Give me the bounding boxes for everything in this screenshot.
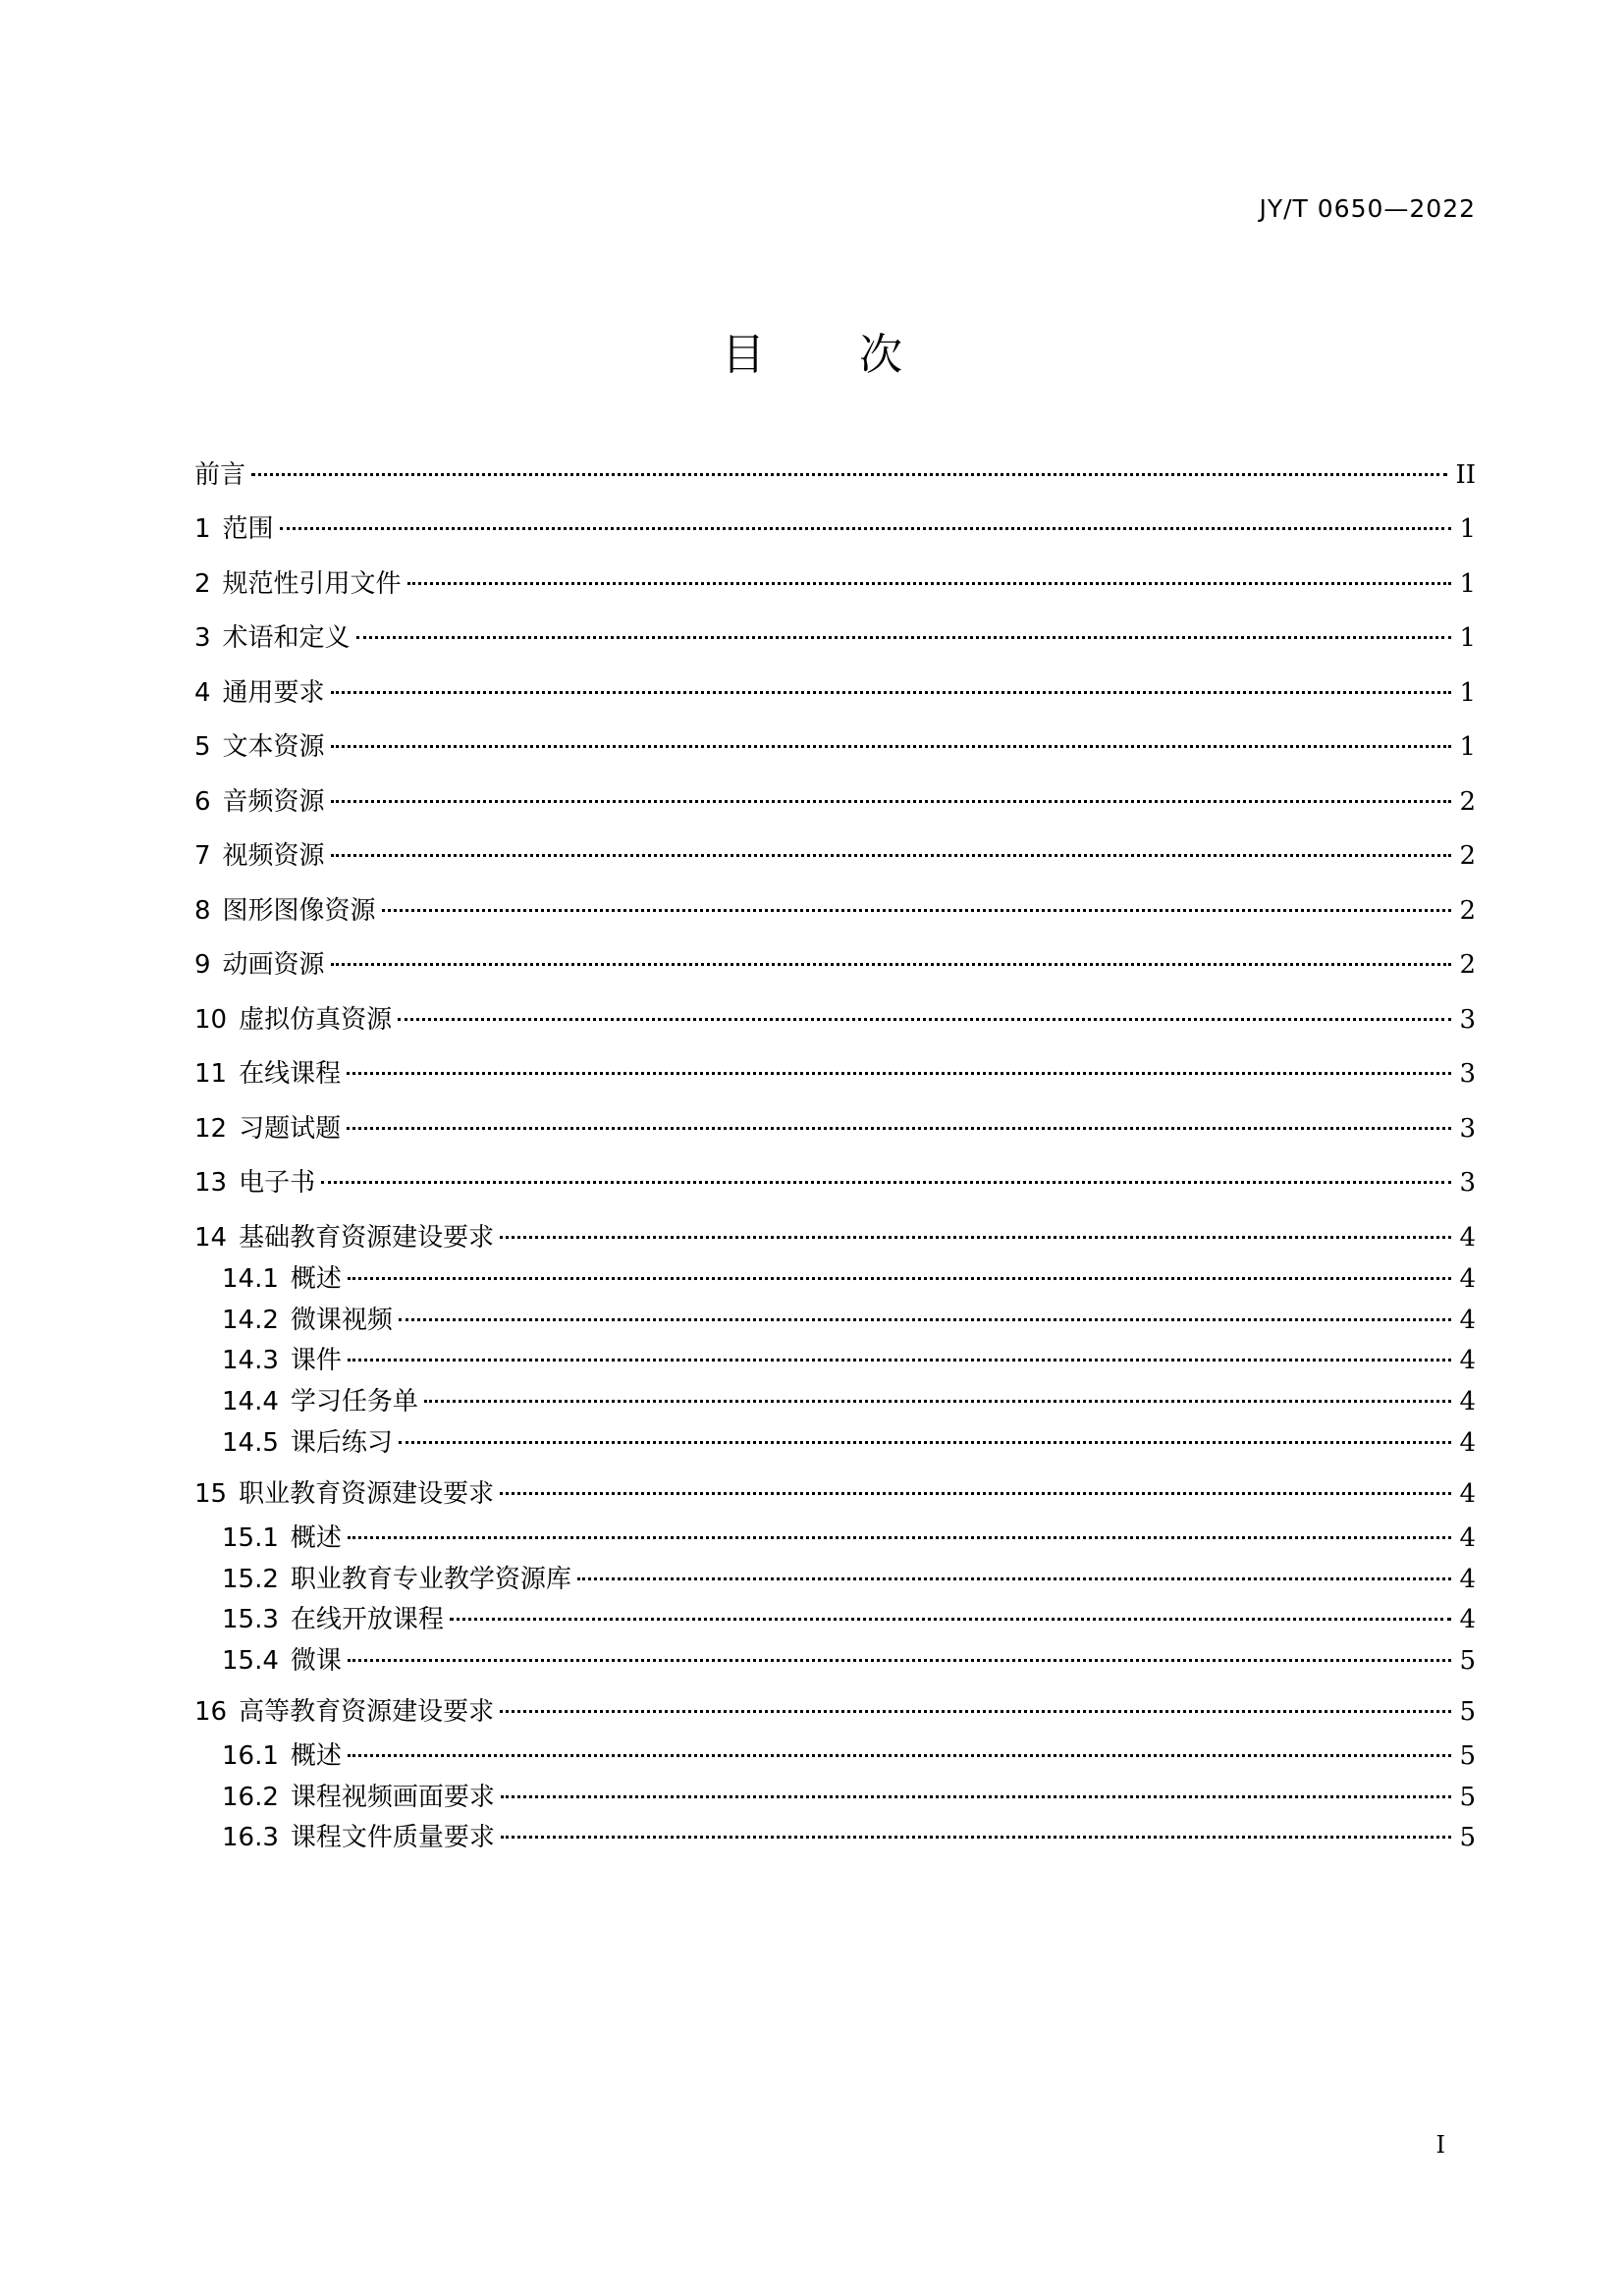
- toc-entry-number: 6: [194, 787, 211, 817]
- toc-entry-page: 2: [1459, 950, 1476, 980]
- toc-entry-page: 4: [1459, 1605, 1476, 1634]
- toc-leader-dots: [348, 1335, 1452, 1368]
- toc-entry[interactable]: [222, 1812, 1476, 1852]
- toc-entry[interactable]: [194, 1048, 1476, 1089]
- toc-entry-number: 14.4: [222, 1387, 279, 1416]
- toc-entry-page: 4: [1459, 1565, 1476, 1594]
- toc-entry-number: 15.2: [222, 1565, 279, 1594]
- toc-entry[interactable]: [194, 1468, 1476, 1509]
- page-title: 目次: [722, 330, 997, 380]
- toc-entry[interactable]: [194, 1157, 1476, 1198]
- toc-entry-number: 16.1: [222, 1741, 279, 1771]
- toc-entry[interactable]: [222, 1554, 1476, 1594]
- toc-entry-title: 电子书: [239, 1168, 316, 1198]
- toc-entry-page: 2: [1459, 841, 1476, 871]
- toc-entry-number: 15.1: [222, 1523, 279, 1553]
- toc-leader-dots: [331, 776, 1452, 810]
- toc-entry-page: 2: [1459, 896, 1476, 926]
- toc-entry[interactable]: [194, 830, 1476, 871]
- toc-entry-page: 1: [1459, 623, 1476, 653]
- toc-entry-title: 职业教育专业教学资源库: [290, 1565, 571, 1594]
- toc-entry[interactable]: [194, 721, 1476, 762]
- toc-entry[interactable]: [194, 939, 1476, 980]
- toc-entry[interactable]: [194, 613, 1476, 653]
- toc-entry[interactable]: [194, 559, 1476, 599]
- toc-entry-number: 12: [194, 1114, 228, 1144]
- toc-entry[interactable]: [194, 1212, 1476, 1253]
- toc-leader-dots: [348, 1731, 1452, 1764]
- toc-entry-title: 通用要求: [222, 678, 325, 708]
- toc-entry-number: 15.3: [222, 1605, 279, 1634]
- toc-entry-page: II: [1455, 460, 1476, 490]
- toc-entry-page: 3: [1459, 1005, 1476, 1035]
- toc-leader-dots: [500, 1212, 1451, 1246]
- toc-leader-dots: [251, 450, 1447, 483]
- page-number: I: [1435, 2131, 1445, 2159]
- toc-entry[interactable]: [194, 776, 1476, 817]
- toc-leader-dots: [382, 885, 1452, 919]
- toc-leader-dots: [577, 1554, 1452, 1587]
- toc-entry-title: 课程视频画面要求: [290, 1783, 495, 1812]
- toc-entry-number: 15: [194, 1479, 228, 1509]
- toc-entry-title: 概述: [290, 1523, 342, 1553]
- toc-entry-page: 1: [1459, 514, 1476, 544]
- toc-leader-dots: [424, 1376, 1452, 1410]
- toc-entry[interactable]: [222, 1594, 1476, 1634]
- toc-entry-title: 课程文件质量要求: [290, 1823, 495, 1852]
- toc-entry-title: 规范性引用文件: [222, 569, 402, 599]
- toc-entry-number: 7: [194, 841, 211, 871]
- toc-entry[interactable]: [222, 1254, 1476, 1294]
- toc-entry-number: 14.5: [222, 1428, 279, 1458]
- toc-entry-title: 术语和定义: [222, 623, 351, 653]
- toc-entry-title: 范围: [222, 514, 274, 544]
- toc-leader-dots: [331, 939, 1452, 973]
- toc-entry-page: 3: [1459, 1168, 1476, 1198]
- toc-entry-number: 5: [194, 732, 211, 762]
- toc-entry-number: 16.2: [222, 1783, 279, 1812]
- toc-entry[interactable]: [194, 1686, 1476, 1727]
- toc-entry-number: 9: [194, 950, 211, 980]
- toc-entry-number: 2: [194, 569, 211, 599]
- toc-entry-title: 动画资源: [222, 950, 325, 980]
- toc-entry-number: 14.3: [222, 1346, 279, 1375]
- toc-leader-dots: [500, 1468, 1451, 1502]
- toc-entry-page: 4: [1459, 1479, 1476, 1509]
- toc-entry-title: 概述: [290, 1264, 342, 1294]
- toc-entry-page: 4: [1459, 1387, 1476, 1416]
- toc-entry-page: 5: [1459, 1783, 1476, 1812]
- toc-entry-number: 16.3: [222, 1823, 279, 1852]
- toc-entry-page: 4: [1459, 1346, 1476, 1375]
- toc-entry-page: 1: [1459, 678, 1476, 708]
- toc-entry-title: 概述: [290, 1741, 342, 1771]
- toc-entry-title: 微课视频: [290, 1306, 393, 1335]
- toc-entry-page: 5: [1459, 1697, 1476, 1727]
- toc-entry[interactable]: [222, 1295, 1476, 1335]
- toc-entry-number: 10: [194, 1005, 228, 1035]
- toc-entry-page: 4: [1459, 1523, 1476, 1553]
- toc-entry[interactable]: [194, 450, 1476, 490]
- toc-entry[interactable]: [222, 1731, 1476, 1771]
- toc-entry-page: 5: [1459, 1646, 1476, 1676]
- toc-entry[interactable]: [194, 1103, 1476, 1144]
- toc-entry[interactable]: [194, 885, 1476, 926]
- toc-entry-page: 3: [1459, 1059, 1476, 1089]
- toc-entry-page: 5: [1459, 1741, 1476, 1771]
- toc-leader-dots: [407, 559, 1452, 592]
- toc-leader-dots: [399, 1417, 1452, 1451]
- toc-entry-title: 在线开放课程: [290, 1605, 444, 1634]
- toc-leader-dots: [331, 721, 1452, 755]
- toc-entry-page: 4: [1459, 1428, 1476, 1458]
- toc-entry-number: 13: [194, 1168, 228, 1198]
- toc-entry-title: 学习任务单: [290, 1387, 418, 1416]
- toc-leader-dots: [399, 1295, 1452, 1328]
- toc-entry-page: 4: [1459, 1223, 1476, 1253]
- toc-entry-page: 4: [1459, 1264, 1476, 1294]
- toc-entry[interactable]: [194, 994, 1476, 1035]
- toc-entry-title: 微课: [290, 1646, 342, 1676]
- toc-leader-dots: [280, 504, 1452, 537]
- toc-entry-title: 文本资源: [222, 732, 325, 762]
- toc-leader-dots: [501, 1772, 1452, 1805]
- toc-leader-dots: [347, 1048, 1451, 1082]
- toc-entry[interactable]: [194, 504, 1476, 544]
- toc-entry-title: 在线课程: [239, 1059, 342, 1089]
- toc-entry-number: 1: [194, 514, 211, 544]
- toc-leader-dots: [356, 613, 1452, 646]
- toc-entry-page: 1: [1459, 569, 1476, 599]
- toc-entry-page: 2: [1459, 787, 1476, 817]
- toc-leader-dots: [348, 1513, 1452, 1546]
- toc-entry-page: 5: [1459, 1823, 1476, 1852]
- toc-entry-number: 14.2: [222, 1306, 279, 1335]
- toc-leader-dots: [321, 1157, 1451, 1191]
- toc-entry-title: 课件: [290, 1346, 342, 1375]
- toc-entry-title: 习题试题: [239, 1114, 342, 1144]
- toc-entry-number: 8: [194, 896, 211, 926]
- toc-leader-dots: [331, 830, 1452, 864]
- toc-leader-dots: [501, 1812, 1452, 1845]
- document-number: JY/T 0650—2022: [1259, 194, 1476, 223]
- toc-leader-dots: [348, 1254, 1452, 1287]
- toc-entry[interactable]: [222, 1417, 1476, 1458]
- toc-entry-title: 课后练习: [290, 1428, 393, 1458]
- toc-leader-dots: [500, 1686, 1451, 1720]
- toc-entry[interactable]: [222, 1772, 1476, 1812]
- toc-entry-page: 4: [1459, 1306, 1476, 1335]
- toc-entry-number: 3: [194, 623, 211, 653]
- toc-entry-number: 14: [194, 1223, 228, 1253]
- toc-entry-number: 15.4: [222, 1646, 279, 1676]
- toc-leader-dots: [398, 994, 1451, 1028]
- toc-entry[interactable]: [222, 1376, 1476, 1416]
- toc-entry-title: 音频资源: [222, 787, 325, 817]
- toc-leader-dots: [450, 1594, 1452, 1628]
- toc-leader-dots: [347, 1103, 1451, 1137]
- toc-entry-title: 前言: [194, 460, 246, 490]
- toc-entry-number: 11: [194, 1059, 228, 1089]
- toc-entry-page: 1: [1459, 732, 1476, 762]
- toc-leader-dots: [331, 667, 1452, 701]
- toc-entry-title: 视频资源: [222, 841, 325, 871]
- toc-entry-title: 图形图像资源: [222, 896, 376, 926]
- toc-entry[interactable]: [222, 1635, 1476, 1676]
- toc-entry[interactable]: [222, 1335, 1476, 1375]
- toc-entry-title: 基础教育资源建设要求: [239, 1223, 495, 1253]
- toc-entry-title: 职业教育资源建设要求: [239, 1479, 495, 1509]
- toc-entry-number: 16: [194, 1697, 228, 1727]
- toc-entry[interactable]: [194, 667, 1476, 708]
- toc-entry-title: 虚拟仿真资源: [239, 1005, 393, 1035]
- toc-entry-page: 3: [1459, 1114, 1476, 1144]
- toc-leader-dots: [348, 1635, 1452, 1669]
- toc-entry-number: 14.1: [222, 1264, 279, 1294]
- toc-entry[interactable]: [222, 1513, 1476, 1553]
- toc-entry-number: 4: [194, 678, 211, 708]
- toc-entry-title: 高等教育资源建设要求: [239, 1697, 495, 1727]
